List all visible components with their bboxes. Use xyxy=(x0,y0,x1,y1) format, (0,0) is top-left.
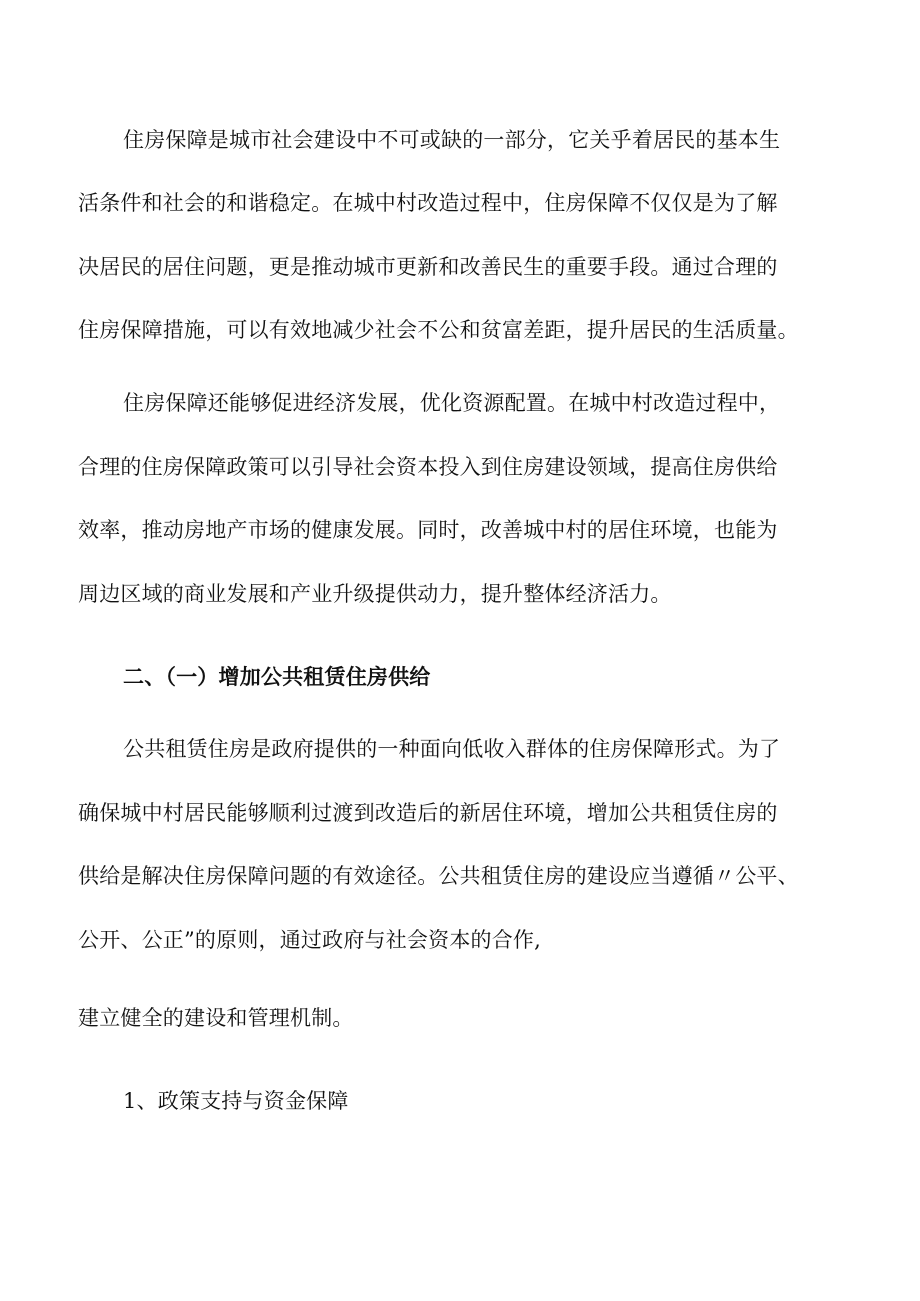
paragraph-line: 公开、公正”的原则，通过政府与社会资本的合作, xyxy=(78,928,542,952)
subheading-policy-support: 1、政策支持与资金保障 xyxy=(123,1089,349,1113)
paragraph-line: 合理的住房保障政策可以引导社会资本投入到住房建设领域，提高住房供给 xyxy=(78,455,778,479)
paragraph-line: 效率，推动房地产市场的健康发展。同时，改善城中村的居住环境，也能为 xyxy=(78,518,778,542)
section-heading: 二、（一）增加公共租赁住房供给 xyxy=(123,664,431,689)
paragraph-line: 住房保障还能够促进经济发展，优化资源配置。在城中村改造过程中， xyxy=(123,391,781,415)
paragraph-line: 供给是解决住房保障问题的有效途径。公共租赁住房的建设应当遵循〃公平、 xyxy=(78,864,799,888)
paragraph-line: 决居民的居住问题，更是推动城市更新和改善民生的重要手段。通过合理的 xyxy=(78,255,778,279)
paragraph-line: 住房保障是城市社会建设中不可或缺的一部分，它关乎着居民的基本生 xyxy=(123,128,781,152)
paragraph-line: 活条件和社会的和谐稳定。在城中村改造过程中，住房保障不仅仅是为了解 xyxy=(78,191,778,215)
paragraph-line: 住房保障措施，可以有效地减少社会不公和贫富差距，提升居民的生活质量。 xyxy=(78,318,799,342)
paragraph-line: 周边区域的商业发展和产业升级提供动力，提升整体经济活力。 xyxy=(78,582,672,606)
paragraph-management-mechanism: 建立健全的建设和管理机制。 xyxy=(78,1006,354,1030)
paragraph-line: 确保城中村居民能够顺利过渡到改造后的新居住环境，增加公共租赁住房的 xyxy=(78,801,778,825)
paragraph-line: 公共租赁住房是政府提供的一种面向低收入群体的住房保障形式。为了 xyxy=(123,737,781,761)
